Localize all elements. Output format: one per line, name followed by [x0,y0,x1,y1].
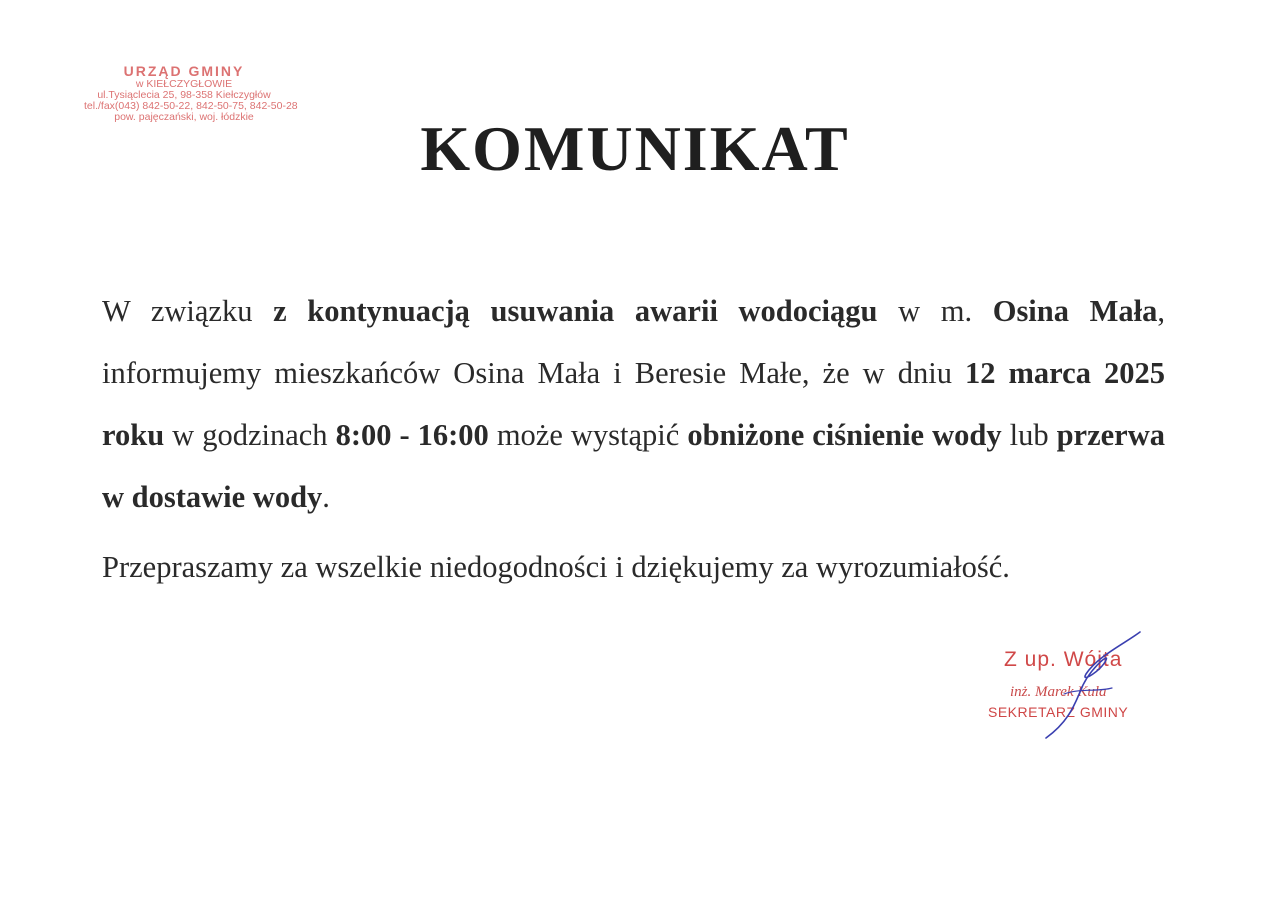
stamp-location: w KIEŁCZYGŁOWIE [135,77,233,90]
stamp-phone: tel./fax(043) 842-50-22, 842-50-75, 842-50-28 [84,99,298,112]
stamp-region: pow. pajęczański, woj. łódzkie [114,110,254,123]
handwritten-signature-icon [1028,630,1148,742]
stamp-address: ul.Tysiąclecia 25, 98-358 Kiełczygłów [97,88,271,101]
signature-on-behalf: Z up. Wójta [1004,648,1123,671]
signature-name: inż. Marek Kula [1010,684,1107,700]
bold-hours: 8:00 - 16:00 [335,418,489,452]
text-segment: W związku [102,294,274,328]
bold-interruption: przerwa w dostawie wody [102,418,1165,514]
text-segment: lub [1001,418,1057,452]
bold-pressure: obniżone ciśnienie wody [687,418,1002,452]
text-segment: w m. [877,294,993,328]
bold-segment: z kontynuacją usuwania awarii wodociągu [273,294,878,328]
text-segment: w godzinach [164,418,336,452]
document-title: KOMUNIKAT [420,113,850,184]
text-segment: . [322,480,330,514]
stamp-title: URZĄD GMINY [123,63,245,79]
text-segment: może wystąpić [488,418,688,452]
signature-role: SEKRETARZ GMINY [988,704,1129,720]
announcement-paragraph [102,280,1165,528]
bold-date: 12 marca 2025 roku [102,356,1165,452]
bold-location: Osina Mała [992,294,1158,328]
text-segment: , informujemy mieszkańców Osina Mała i Beresie Małe, że w dniu [102,294,1165,390]
apology-paragraph: Przepraszamy za wszelkie niedogodności i dziękujemy za wyrozumiałość. [102,550,1010,584]
signature-block [966,636,1182,746]
